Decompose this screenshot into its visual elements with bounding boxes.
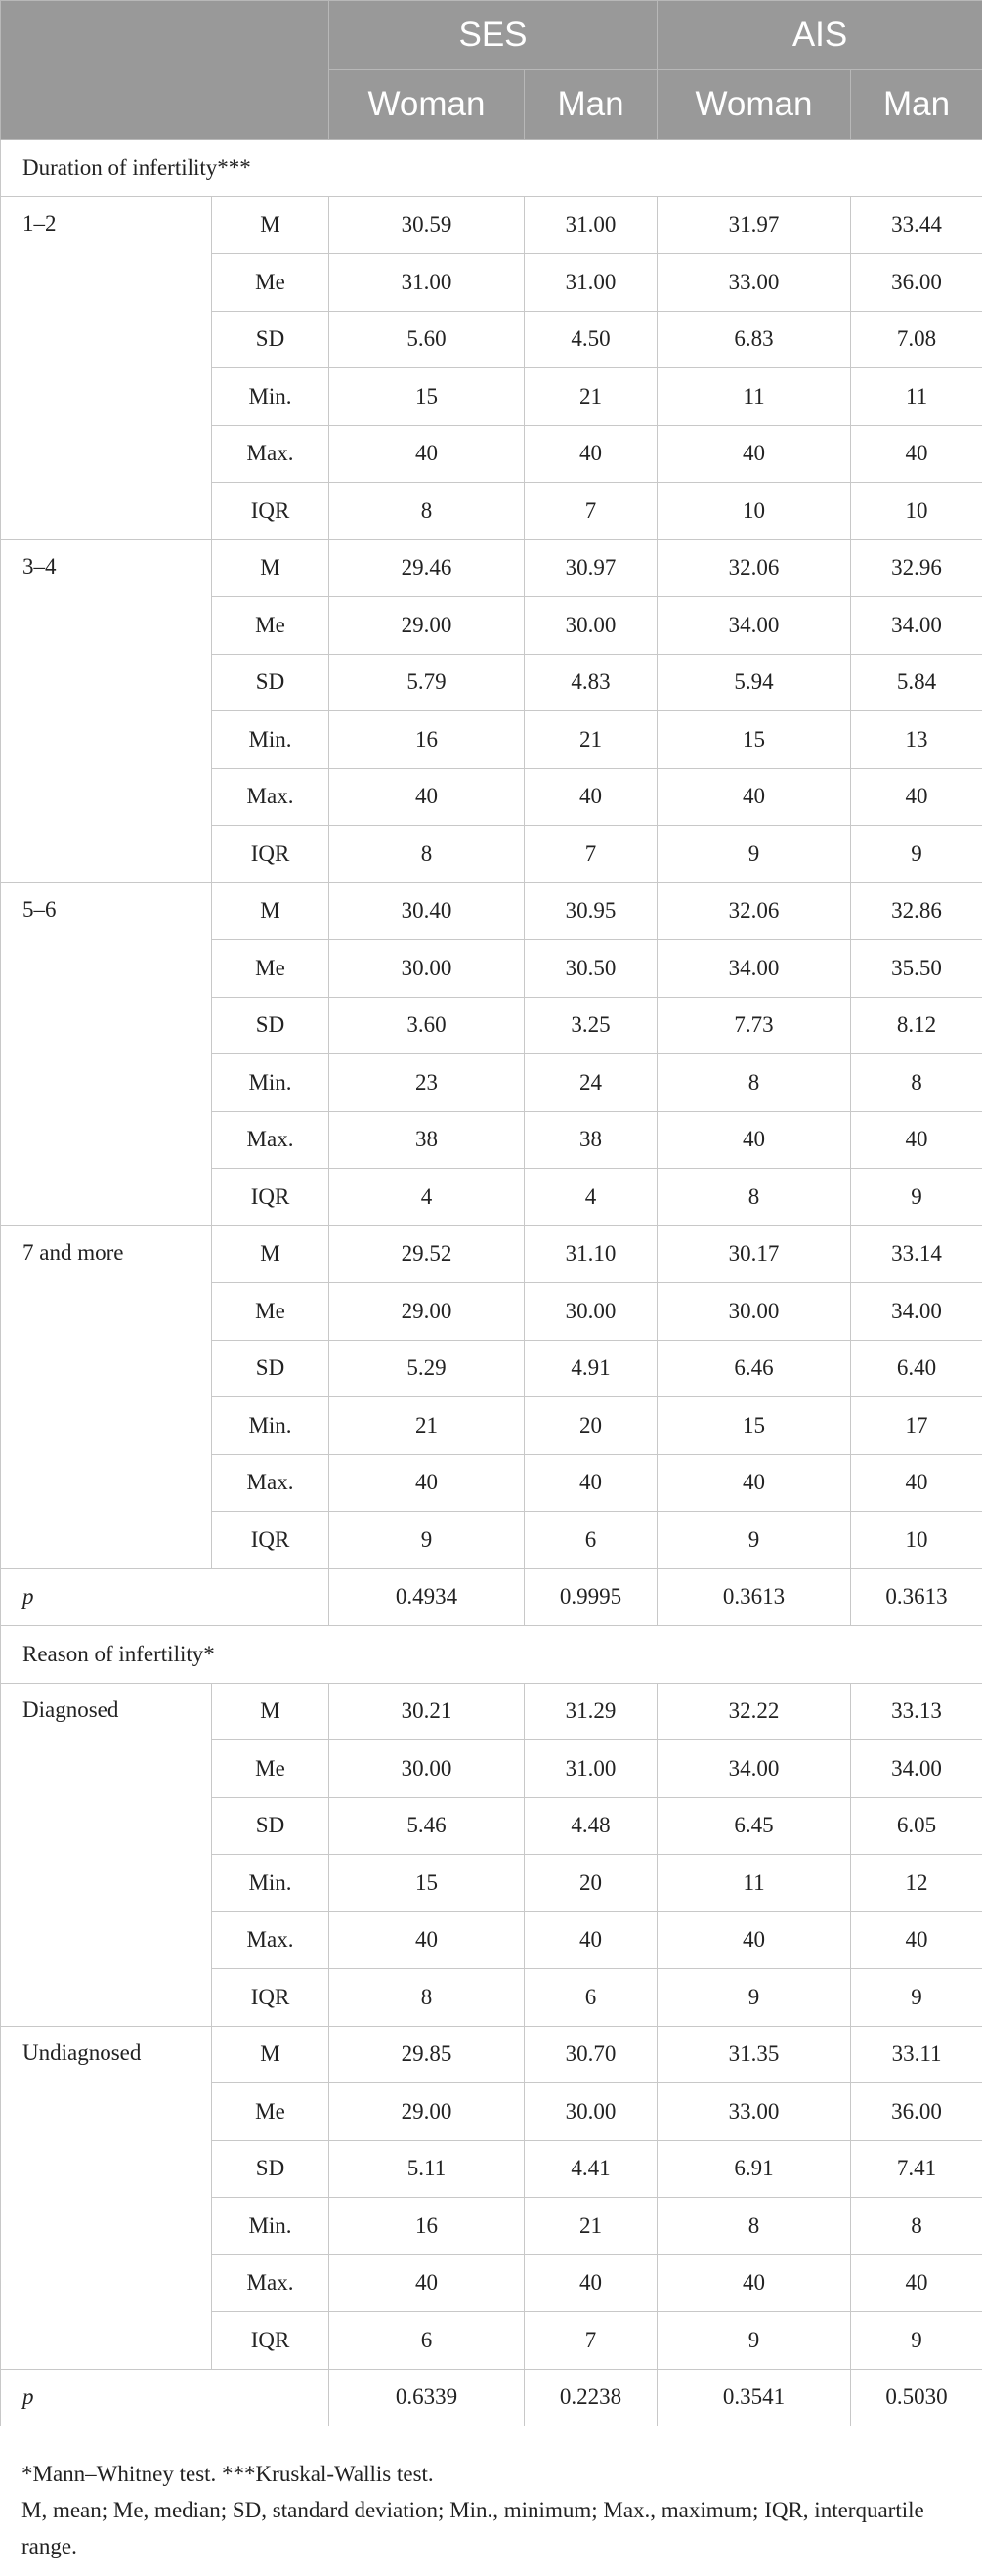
p-label: p	[1, 1568, 329, 1626]
value-cell: 33.14	[851, 1225, 982, 1283]
stat-label: IQR	[212, 826, 329, 883]
value-cell: 11	[658, 368, 851, 426]
value-cell: 6	[525, 1512, 658, 1569]
value-cell: 9	[658, 2312, 851, 2370]
value-cell: 8	[658, 1169, 851, 1226]
value-cell: 7.08	[851, 311, 982, 368]
stat-label: Min.	[212, 1397, 329, 1455]
stat-label: M	[212, 882, 329, 940]
p-value-cell: 0.6339	[329, 2369, 525, 2426]
header-corner	[1, 1, 329, 140]
value-cell: 32.22	[658, 1683, 851, 1740]
value-cell: 30.17	[658, 1225, 851, 1283]
value-cell: 31.35	[658, 2026, 851, 2083]
value-cell: 40	[329, 1911, 525, 1969]
value-cell: 30.97	[525, 539, 658, 597]
value-cell: 5.29	[329, 1340, 525, 1397]
value-cell: 30.00	[329, 940, 525, 998]
value-cell: 8	[658, 2198, 851, 2255]
value-cell: 5.60	[329, 311, 525, 368]
value-cell: 35.50	[851, 940, 982, 998]
group-label: 5–6	[1, 882, 212, 1225]
value-cell: 8.12	[851, 997, 982, 1054]
value-cell: 4	[525, 1169, 658, 1226]
table-row	[1, 2026, 982, 2083]
value-cell: 4.48	[525, 1797, 658, 1855]
value-cell: 29.00	[329, 1283, 525, 1341]
stat-label: Me	[212, 597, 329, 655]
footnote-abbreviations: M, mean; Me, median; SD, standard deviation; Min., minimum; Max., maximum; IQR, interquartile range.	[21, 2498, 924, 2558]
stat-label: SD	[212, 997, 329, 1054]
value-cell: 34.00	[658, 940, 851, 998]
value-cell: 32.96	[851, 539, 982, 597]
stat-label: Me	[212, 1740, 329, 1798]
section-label: Reason of infertility*	[1, 1626, 982, 1684]
value-cell: 23	[329, 1054, 525, 1112]
p-value-cell: 0.3613	[658, 1568, 851, 1626]
value-cell: 7	[525, 2312, 658, 2370]
value-cell: 30.70	[525, 2026, 658, 2083]
value-cell: 40	[851, 1454, 982, 1512]
value-cell: 8	[329, 483, 525, 540]
value-cell: 5.84	[851, 654, 982, 711]
value-cell: 32.06	[658, 882, 851, 940]
value-cell: 9	[851, 1969, 982, 2027]
value-cell: 6.40	[851, 1340, 982, 1397]
value-cell: 4	[329, 1169, 525, 1226]
value-cell: 8	[658, 1054, 851, 1112]
stat-label: SD	[212, 2140, 329, 2198]
value-cell: 4.83	[525, 654, 658, 711]
table-row	[1, 539, 982, 597]
value-cell: 31.00	[329, 254, 525, 312]
value-cell: 40	[329, 1454, 525, 1512]
value-cell: 29.00	[329, 2083, 525, 2141]
value-cell: 40	[525, 1911, 658, 1969]
value-cell: 21	[525, 2198, 658, 2255]
value-cell: 40	[851, 1911, 982, 1969]
section-row	[1, 140, 982, 197]
value-cell: 33.13	[851, 1683, 982, 1740]
value-cell: 31.29	[525, 1683, 658, 1740]
value-cell: 29.46	[329, 539, 525, 597]
value-cell: 40	[658, 425, 851, 483]
value-cell: 21	[329, 1397, 525, 1455]
value-cell: 6	[329, 2312, 525, 2370]
value-cell: 9	[851, 1169, 982, 1226]
stat-label: Min.	[212, 711, 329, 769]
value-cell: 36.00	[851, 2083, 982, 2141]
p-label: p	[1, 2369, 329, 2426]
p-value-cell: 0.2238	[525, 2369, 658, 2426]
value-cell: 31.00	[525, 1740, 658, 1798]
value-cell: 9	[658, 826, 851, 883]
value-cell: 32.86	[851, 882, 982, 940]
value-cell: 4.50	[525, 311, 658, 368]
p-value-cell: 0.9995	[525, 1568, 658, 1626]
table-header	[1, 1, 982, 140]
stat-label: IQR	[212, 1169, 329, 1226]
stat-label: Min.	[212, 368, 329, 426]
stat-label: Max.	[212, 1111, 329, 1169]
value-cell: 40	[851, 425, 982, 483]
stat-label: Me	[212, 1283, 329, 1341]
value-cell: 5.46	[329, 1797, 525, 1855]
stat-label: SD	[212, 311, 329, 368]
value-cell: 3.25	[525, 997, 658, 1054]
value-cell: 31.00	[525, 254, 658, 312]
value-cell: 15	[658, 1397, 851, 1455]
p-value-row	[1, 1568, 982, 1626]
value-cell: 20	[525, 1397, 658, 1455]
stat-label: Min.	[212, 1054, 329, 1112]
stat-label: SD	[212, 1797, 329, 1855]
value-cell: 34.00	[851, 1283, 982, 1341]
table-body	[1, 140, 982, 2426]
stat-label: IQR	[212, 2312, 329, 2370]
value-cell: 7.41	[851, 2140, 982, 2198]
stat-label: Max.	[212, 768, 329, 826]
value-cell: 7	[525, 483, 658, 540]
value-cell: 8	[851, 1054, 982, 1112]
group-label: 1–2	[1, 196, 212, 539]
table-row	[1, 1683, 982, 1740]
value-cell: 9	[658, 1512, 851, 1569]
value-cell: 38	[329, 1111, 525, 1169]
value-cell: 12	[851, 1855, 982, 1912]
group-label: 7 and more	[1, 1225, 212, 1568]
section-row	[1, 1626, 982, 1684]
value-cell: 34.00	[851, 1740, 982, 1798]
value-cell: 16	[329, 2198, 525, 2255]
value-cell: 10	[851, 1512, 982, 1569]
value-cell: 30.95	[525, 882, 658, 940]
value-cell: 34.00	[851, 597, 982, 655]
stat-label: M	[212, 196, 329, 254]
value-cell: 38	[525, 1111, 658, 1169]
table-row	[1, 882, 982, 940]
value-cell: 40	[658, 1454, 851, 1512]
group-label: Undiagnosed	[1, 2026, 212, 2369]
value-cell: 7	[525, 826, 658, 883]
value-cell: 40	[658, 1111, 851, 1169]
value-cell: 36.00	[851, 254, 982, 312]
value-cell: 40	[851, 2254, 982, 2312]
value-cell: 8	[329, 826, 525, 883]
value-cell: 15	[329, 368, 525, 426]
p-value-cell: 0.5030	[851, 2369, 982, 2426]
stat-label: Me	[212, 940, 329, 998]
value-cell: 6.83	[658, 311, 851, 368]
value-cell: 30.00	[658, 1283, 851, 1341]
value-cell: 9	[851, 2312, 982, 2370]
p-value-row	[1, 2369, 982, 2426]
value-cell: 31.10	[525, 1225, 658, 1283]
value-cell: 21	[525, 711, 658, 769]
stat-label: M	[212, 539, 329, 597]
value-cell: 33.00	[658, 2083, 851, 2141]
section-label: Duration of infertility***	[1, 140, 982, 197]
value-cell: 33.00	[658, 254, 851, 312]
value-cell: 15	[658, 711, 851, 769]
stat-label: Me	[212, 2083, 329, 2141]
stat-label: SD	[212, 654, 329, 711]
value-cell: 40	[525, 2254, 658, 2312]
header-ses-woman: Woman	[329, 70, 525, 140]
value-cell: 11	[851, 368, 982, 426]
stat-label: M	[212, 1683, 329, 1740]
value-cell: 6	[525, 1969, 658, 2027]
value-cell: 30.59	[329, 196, 525, 254]
value-cell: 40	[525, 1454, 658, 1512]
value-cell: 6.46	[658, 1340, 851, 1397]
value-cell: 31.97	[658, 196, 851, 254]
value-cell: 9	[851, 826, 982, 883]
header-ais-woman: Woman	[658, 70, 851, 140]
value-cell: 8	[851, 2198, 982, 2255]
value-cell: 29.85	[329, 2026, 525, 2083]
stat-label: Max.	[212, 1454, 329, 1512]
value-cell: 40	[658, 768, 851, 826]
value-cell: 6.91	[658, 2140, 851, 2198]
value-cell: 30.00	[525, 597, 658, 655]
value-cell: 5.79	[329, 654, 525, 711]
value-cell: 16	[329, 711, 525, 769]
value-cell: 31.00	[525, 196, 658, 254]
value-cell: 34.00	[658, 1740, 851, 1798]
header-ais: AIS	[658, 1, 982, 70]
value-cell: 17	[851, 1397, 982, 1455]
value-cell: 40	[525, 425, 658, 483]
value-cell: 8	[329, 1969, 525, 2027]
value-cell: 33.11	[851, 2026, 982, 2083]
header-ses: SES	[329, 1, 658, 70]
value-cell: 4.41	[525, 2140, 658, 2198]
table-footnotes	[0, 2426, 982, 2564]
stat-label: Me	[212, 254, 329, 312]
value-cell: 30.00	[329, 1740, 525, 1798]
value-cell: 40	[329, 2254, 525, 2312]
value-cell: 9	[658, 1969, 851, 2027]
value-cell: 40	[329, 768, 525, 826]
value-cell: 33.44	[851, 196, 982, 254]
stat-label: Max.	[212, 2254, 329, 2312]
value-cell: 30.50	[525, 940, 658, 998]
stat-label: M	[212, 2026, 329, 2083]
value-cell: 32.06	[658, 539, 851, 597]
value-cell: 29.52	[329, 1225, 525, 1283]
value-cell: 34.00	[658, 597, 851, 655]
stat-label: Min.	[212, 1855, 329, 1912]
value-cell: 30.00	[525, 2083, 658, 2141]
value-cell: 10	[851, 483, 982, 540]
table-row	[1, 1225, 982, 1283]
footnote-tests: *Mann–Whitney test. ***Kruskal-Wallis test.	[21, 2462, 434, 2486]
group-label: Diagnosed	[1, 1683, 212, 2026]
header-ais-man: Man	[851, 70, 982, 140]
value-cell: 5.94	[658, 654, 851, 711]
value-cell: 40	[851, 768, 982, 826]
header-ses-man: Man	[525, 70, 658, 140]
value-cell: 40	[658, 1911, 851, 1969]
value-cell: 6.45	[658, 1797, 851, 1855]
value-cell: 24	[525, 1054, 658, 1112]
stat-label: SD	[212, 1340, 329, 1397]
value-cell: 7.73	[658, 997, 851, 1054]
table-row	[1, 196, 982, 254]
stat-label: IQR	[212, 1969, 329, 2027]
value-cell: 30.40	[329, 882, 525, 940]
stat-label: Min.	[212, 2198, 329, 2255]
value-cell: 4.91	[525, 1340, 658, 1397]
stat-label: IQR	[212, 483, 329, 540]
stat-label: Max.	[212, 1911, 329, 1969]
value-cell: 40	[658, 2254, 851, 2312]
value-cell: 30.21	[329, 1683, 525, 1740]
value-cell: 13	[851, 711, 982, 769]
stat-label: M	[212, 1225, 329, 1283]
p-value-cell: 0.3541	[658, 2369, 851, 2426]
value-cell: 5.11	[329, 2140, 525, 2198]
value-cell: 40	[851, 1111, 982, 1169]
value-cell: 20	[525, 1855, 658, 1912]
group-label: 3–4	[1, 539, 212, 882]
value-cell: 6.05	[851, 1797, 982, 1855]
p-value-cell: 0.4934	[329, 1568, 525, 1626]
stat-label: IQR	[212, 1512, 329, 1569]
value-cell: 9	[329, 1512, 525, 1569]
value-cell: 21	[525, 368, 658, 426]
value-cell: 30.00	[525, 1283, 658, 1341]
value-cell: 10	[658, 483, 851, 540]
value-cell: 3.60	[329, 997, 525, 1054]
p-value-cell: 0.3613	[851, 1568, 982, 1626]
value-cell: 11	[658, 1855, 851, 1912]
value-cell: 15	[329, 1855, 525, 1912]
stat-label: Max.	[212, 425, 329, 483]
value-cell: 40	[525, 768, 658, 826]
value-cell: 40	[329, 425, 525, 483]
value-cell: 29.00	[329, 597, 525, 655]
